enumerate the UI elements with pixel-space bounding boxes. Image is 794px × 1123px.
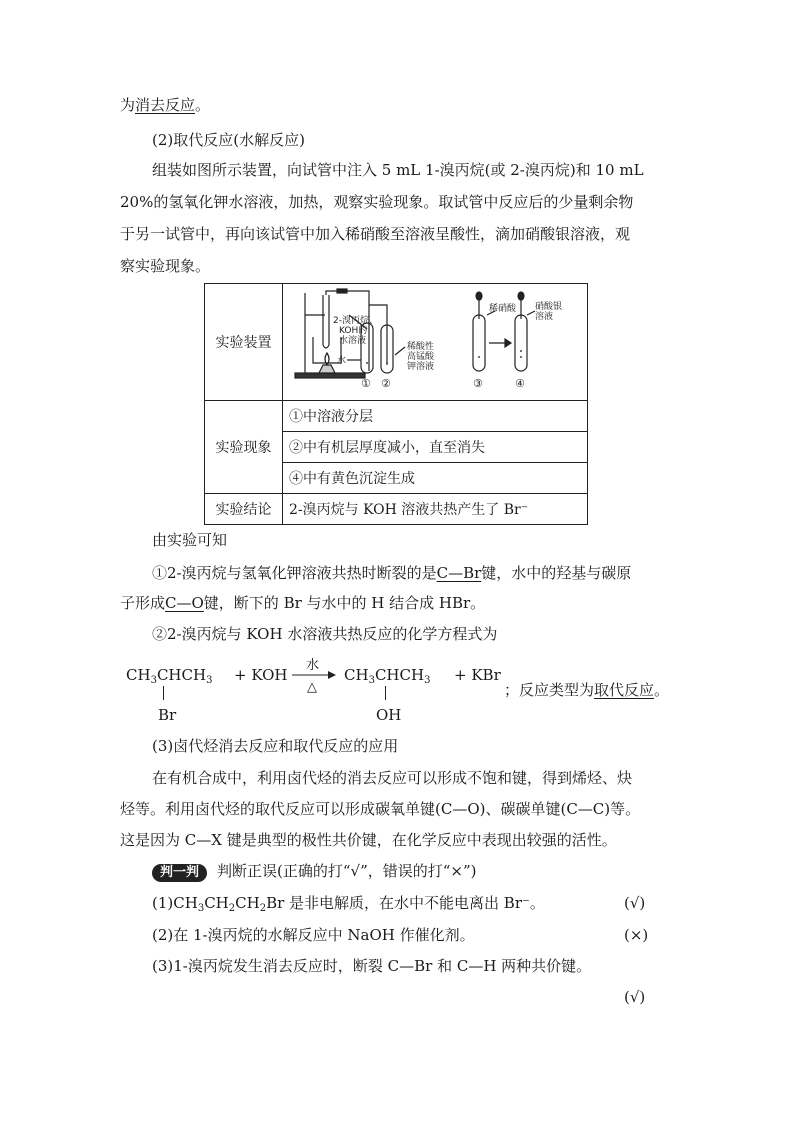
from-experiment: 由实验可知 (152, 531, 228, 549)
conclusion-label: 实验结论 (205, 494, 283, 525)
judge-header (152, 861, 477, 882)
product: $CH_3CHCH_3$ (344, 666, 431, 686)
burner (319, 365, 335, 373)
para3-line: 烃等。利用卤代烃的取代反应可以形成碳氧单键(C—O)、碳碳单键(C—C)等。 (120, 800, 641, 818)
condition-top: 水 (306, 658, 320, 673)
point1-answer: C—O (165, 594, 204, 612)
label-koh: 水溶液 (339, 336, 367, 346)
top-line-text: 为 (120, 96, 136, 114)
label-agno3: 硝酸银 (535, 302, 563, 312)
label-kmno4: 稀酸性 (407, 342, 435, 352)
reaction-tube-bottom (323, 345, 329, 348)
para1-line: 组装如图所示装置，向试管中注入 5 mL 1-溴丙烷(或 2-溴丙烷)和 10 mL (152, 161, 644, 179)
apparatus-diagram (283, 285, 587, 399)
reactant: $CH_3CHCH_3$ (126, 666, 213, 686)
judge-item-1: $(1)CH_3CH_2CH_2Br$ 是非电解质，在水中不能电离出 Br⁻。 (152, 894, 545, 914)
phenomenon-row: ④中有黄色沉淀生成 (283, 463, 588, 494)
dropper-bulb-4 (518, 292, 524, 300)
transfer-arrowhead (505, 339, 511, 347)
plus-koh: + KOH (234, 666, 288, 684)
delivery-tube-2 (369, 305, 387, 365)
top-line (120, 95, 210, 115)
para1-line: 20%的氢氧化钾水溶液，加热，观察实验现象。取试管中反应后的少量剩余物 (120, 193, 634, 211)
tube-number: ④ (515, 377, 525, 390)
para3-line: 在有机合成中，利用卤代烃的消去反应可以形成不饱和键，得到烯烃、炔 (152, 769, 633, 787)
label-kmno4: 高锰酸 (407, 352, 435, 362)
reaction-type-answer: 取代反应 (594, 681, 655, 699)
point1-text: ①2-溴丙烷与氢氧化钾溶液共热时断裂的是 (152, 564, 437, 582)
tube-3 (473, 315, 485, 371)
product-branch: OH (376, 706, 402, 724)
phenomenon-row: ②中有机层厚度减小，直至消失 (283, 432, 588, 463)
stand-base (295, 373, 365, 378)
tube-number: ② (381, 377, 391, 390)
reaction-arrow (292, 670, 338, 680)
plus-kbr: + KBr (454, 666, 501, 684)
conclusion-text: 2-溴丙烷与 KOH 溶液共热产生了 Br⁻ (283, 494, 588, 525)
section3-title: (3)卤代烃消去反应和取代反应的应用 (152, 737, 399, 755)
section2-title: (2)取代反应(水解反应) (152, 131, 305, 149)
apparatus-figure (283, 284, 588, 401)
judge-instruction: 判断正误(正确的打“√”，错误的打“×”) (217, 862, 477, 880)
product-bond (385, 686, 386, 700)
tube-number: ③ (473, 377, 483, 390)
judge-item-2: (2)在 1-溴丙烷的水解反应中 NaOH 作催化剂。 (152, 926, 475, 944)
label-leader (395, 347, 405, 355)
tube-joint (337, 289, 347, 293)
point1-text: 子形成 (120, 594, 166, 612)
point1-line2 (120, 593, 485, 613)
para1-line: 于另一试管中，再向该试管中加入稀硝酸至溶液呈酸性，滴加硝酸银溶液，观 (120, 225, 631, 243)
top-line-end: 。 (195, 96, 211, 114)
phenomena-label: 实验现象 (205, 401, 283, 494)
apparatus-label: 实验装置 (205, 284, 283, 401)
label-water: 水 (337, 356, 347, 366)
reactant-bond (163, 686, 164, 700)
para3-line: 这是因为 C—X 键是典型的极性共价键，在化学反应中表现出较强的活性。 (120, 831, 617, 849)
point1-answer: C—Br (436, 564, 482, 582)
tube-number: ① (361, 377, 371, 390)
top-line-answer: 消去反应 (135, 96, 196, 114)
point1-line1 (152, 563, 631, 583)
judge-badge: 判一判 (152, 864, 207, 882)
label-koh: KOH的 (339, 326, 368, 336)
experiment-table (204, 283, 588, 525)
dropper-bulb-3 (476, 292, 482, 300)
equation-tail: ；反应类型为取代反应。 (504, 681, 670, 699)
judge-answer: (×) (624, 926, 649, 944)
judge-item-3: (3)1-溴丙烷发生消去反应时，断裂 C—Br 和 C—H 两种共价键。 (152, 957, 592, 975)
para1-line: 察实验现象。 (120, 257, 211, 275)
label-leader (527, 311, 535, 315)
label-hno3: 稀硝酸 (489, 304, 517, 314)
judge-answer: (√) (624, 988, 646, 1006)
reactant-branch: Br (158, 706, 177, 724)
point2: ②2-溴丙烷与 KOH 水溶液共热反应的化学方程式为 (152, 625, 498, 643)
point1-text: 键，水中的羟基与碳原 (481, 564, 632, 582)
label-reagent: 2-溴丙烷、 (333, 316, 378, 326)
condition-bottom: △ (307, 680, 317, 695)
liquid-dots (366, 350, 522, 364)
label-agno3: 溶液 (535, 312, 554, 322)
judge-answer: (√) (624, 894, 646, 912)
tube-4 (515, 315, 527, 371)
label-kmno4: 钾溶液 (407, 362, 435, 372)
phenomenon-row: ①中溶液分层 (283, 401, 588, 432)
point1-text: 键，断下的 Br 与水中的 H 结合成 HBr。 (203, 594, 486, 612)
